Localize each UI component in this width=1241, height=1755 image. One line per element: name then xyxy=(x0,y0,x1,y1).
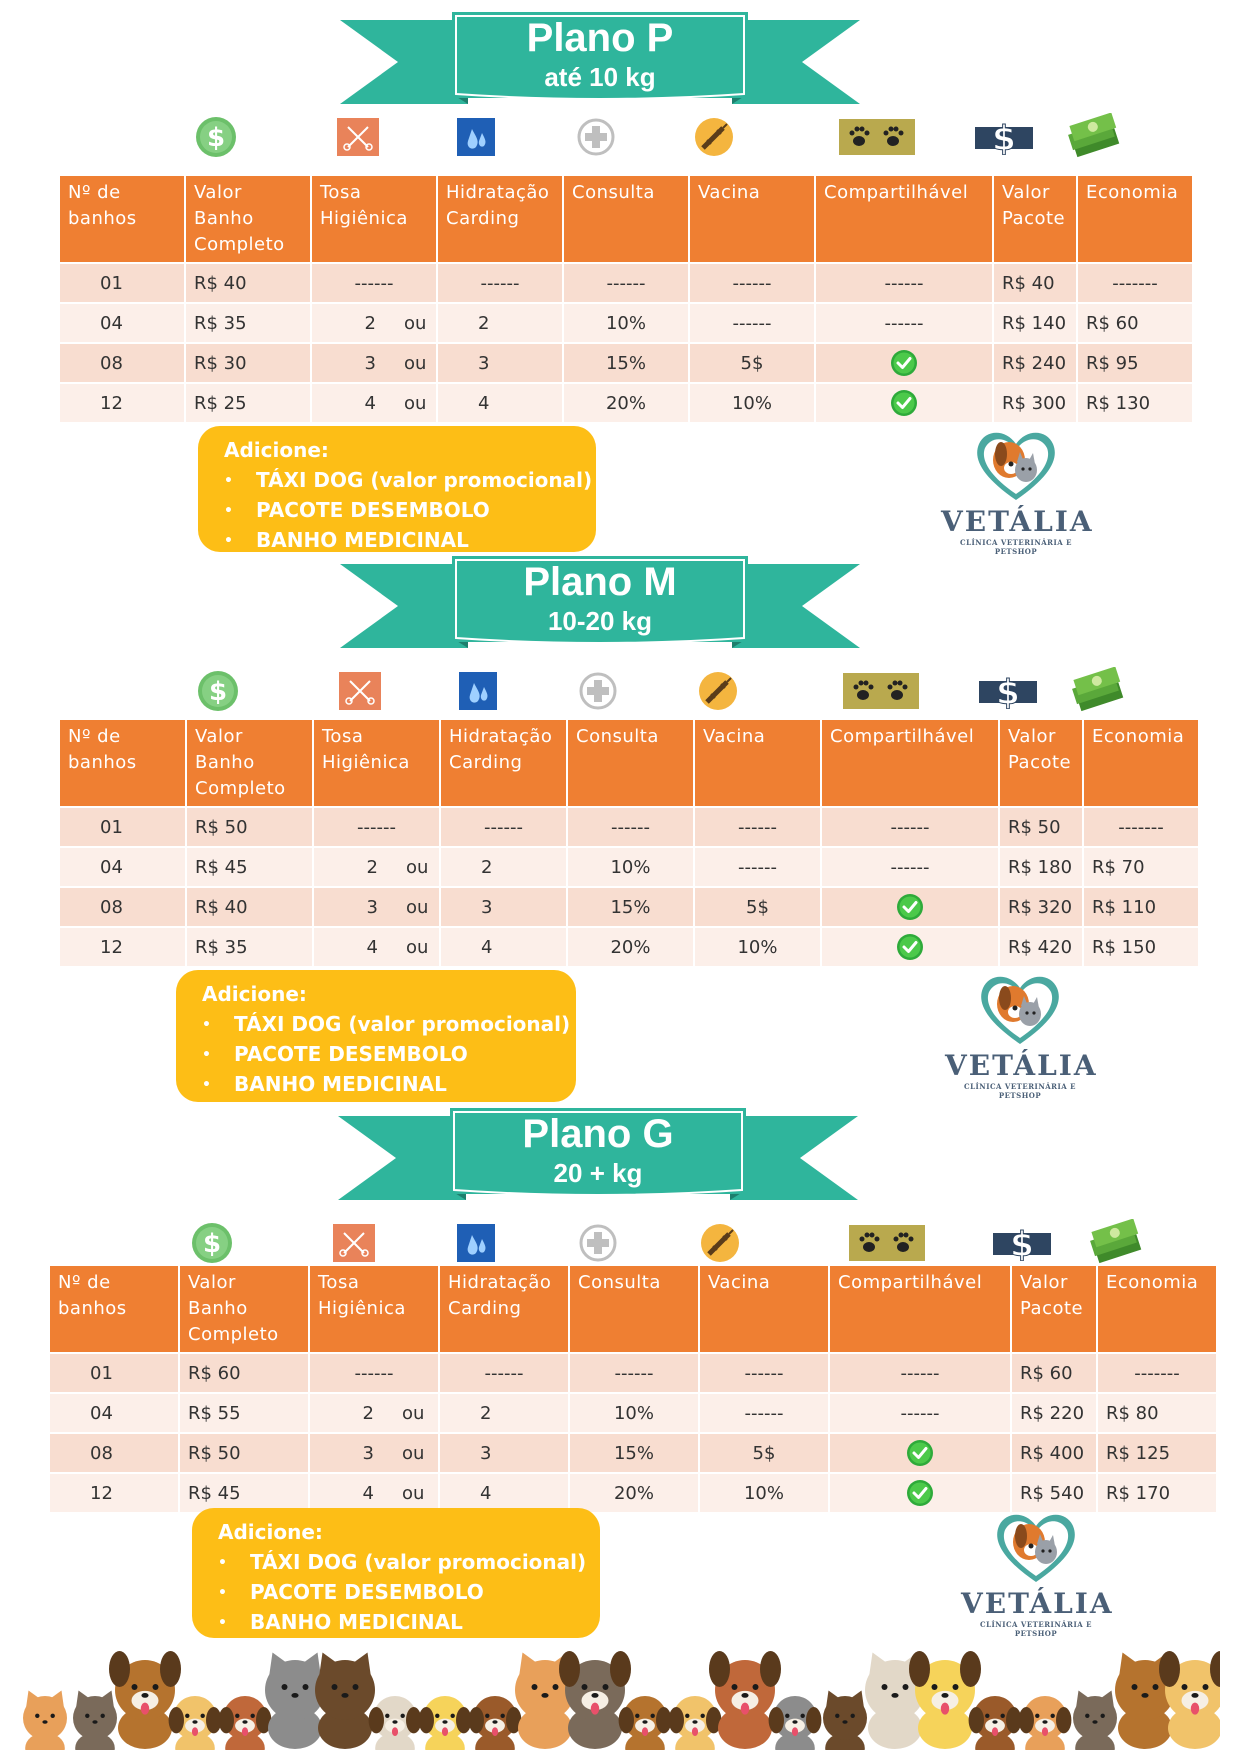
check-icon xyxy=(890,389,918,417)
cell-banhos: 01 xyxy=(60,807,186,847)
scissors-icon xyxy=(329,1218,379,1268)
medical-cross-icon xyxy=(571,112,621,162)
cell-consulta: 15% xyxy=(567,887,694,927)
add-on-item: • TÁXI DOG (valor promocional) xyxy=(202,1010,576,1040)
add-on-box xyxy=(192,1508,600,1638)
tosa-or: ou xyxy=(402,1482,425,1504)
svg-text:$: $ xyxy=(208,677,228,707)
cat-icon xyxy=(823,1691,867,1751)
cell-valor: R$ 45 xyxy=(179,1473,309,1512)
tosa-count: 3 xyxy=(364,352,376,374)
cell-consulta: ------ xyxy=(567,807,694,847)
plan-title: Plano P xyxy=(526,16,674,60)
cell-hidratacao: 3 xyxy=(439,1433,569,1473)
cell-compartilhavel: ------ xyxy=(815,263,993,303)
dog-icon xyxy=(769,1696,822,1750)
tosa-count: 4 xyxy=(364,392,376,414)
tosa-count: 4 xyxy=(362,1482,374,1504)
logo-brand: VETÁLIA xyxy=(945,1049,1098,1082)
money-stack-icon xyxy=(1067,666,1129,716)
cell-pacote: R$ 220 xyxy=(1011,1393,1097,1433)
dog-icon xyxy=(909,1651,981,1749)
cell-banhos: 04 xyxy=(60,847,186,887)
dog-icon xyxy=(419,1696,472,1750)
dog-icon xyxy=(619,1696,672,1750)
cell-hidratacao: ------ xyxy=(439,1353,569,1393)
cell-compartilhavel: ------ xyxy=(829,1393,1011,1433)
header-icons-row xyxy=(0,666,1241,726)
tosa-count: ------ xyxy=(357,816,396,838)
tosa-count: 3 xyxy=(362,1442,374,1464)
cell-compartilhavel xyxy=(821,887,999,927)
cat-icon xyxy=(315,1653,375,1750)
cell-consulta: 20% xyxy=(563,383,689,422)
cat-icon xyxy=(73,1691,117,1751)
cell-compartilhavel: ------ xyxy=(821,807,999,847)
cell-consulta: 20% xyxy=(567,927,694,966)
vetalia-logo xyxy=(941,424,1094,556)
plan-weight: até 10 kg xyxy=(544,62,656,92)
plan-title: Plano G xyxy=(522,1112,674,1156)
column-header: Compartilhável xyxy=(829,1266,1011,1353)
logo-brand: VETÁLIA xyxy=(941,505,1094,538)
cell-tosa xyxy=(311,263,437,303)
cell-compartilhavel xyxy=(829,1433,1011,1473)
water-drop-icon xyxy=(451,1218,501,1268)
cell-consulta: 15% xyxy=(563,343,689,383)
cat-icon xyxy=(1073,1691,1117,1751)
cell-consulta: 10% xyxy=(569,1393,699,1433)
column-header: Consulta xyxy=(563,176,689,263)
cell-compartilhavel: ------ xyxy=(829,1353,1011,1393)
medical-cross-icon xyxy=(573,666,623,716)
tosa-or: ou xyxy=(404,392,427,414)
cell-economia: R$ 125 xyxy=(1097,1433,1216,1473)
column-header: Vacina xyxy=(689,176,815,263)
add-on-heading: Adicione: xyxy=(218,1520,323,1544)
cell-valor: R$ 30 xyxy=(185,343,311,383)
cell-hidratacao: 2 xyxy=(440,847,567,887)
tosa-count: ------ xyxy=(354,1362,394,1384)
dog-icon xyxy=(559,1651,631,1749)
cell-banhos: 01 xyxy=(60,263,185,303)
cell-vacina: 10% xyxy=(699,1473,829,1512)
add-on-box xyxy=(176,970,576,1102)
add-on-list xyxy=(192,1548,600,1638)
cell-vacina: ------ xyxy=(689,263,815,303)
cell-valor: R$ 40 xyxy=(186,887,313,927)
column-header: Valor Banho Completo xyxy=(179,1266,309,1353)
logo-tagline: CLÍNICA VETERINÁRIA E PETSHOP xyxy=(980,1620,1092,1638)
cell-tosa xyxy=(311,303,437,343)
cell-economia: ------- xyxy=(1097,1353,1216,1393)
cell-tosa xyxy=(309,1433,439,1473)
svg-text:$: $ xyxy=(1010,1225,1034,1261)
money-stack-icon xyxy=(1063,112,1125,162)
cell-consulta: 10% xyxy=(563,303,689,343)
cell-valor: R$ 55 xyxy=(179,1393,309,1433)
cell-vacina: 10% xyxy=(689,383,815,422)
check-icon xyxy=(906,1439,934,1467)
cell-tosa xyxy=(311,383,437,422)
dog-icon xyxy=(369,1696,422,1750)
scissors-icon xyxy=(335,666,385,716)
cell-pacote: R$ 60 xyxy=(1011,1353,1097,1393)
table-row xyxy=(60,887,1198,927)
logo-tagline: CLÍNICA VETERINÁRIA E PETSHOP xyxy=(960,538,1072,556)
cell-economia: ------- xyxy=(1083,807,1198,847)
plan-ribbon xyxy=(338,1108,858,1208)
column-header: Hidratação Carding xyxy=(440,720,567,807)
cell-economia: R$ 170 xyxy=(1097,1473,1216,1512)
cell-banhos: 04 xyxy=(50,1393,179,1433)
cell-tosa xyxy=(309,1393,439,1433)
logo-tagline: CLÍNICA VETERINÁRIA E PETSHOP xyxy=(964,1082,1076,1100)
dog-cat-heart-icon xyxy=(971,424,1061,504)
tosa-count: 4 xyxy=(366,936,378,958)
cat-icon xyxy=(265,1653,325,1750)
tosa-count: ------ xyxy=(354,272,394,294)
column-header: Consulta xyxy=(569,1266,699,1353)
dollar-coin-icon xyxy=(187,1218,237,1268)
add-on-list xyxy=(198,466,596,556)
column-header: Tosa Higiênica xyxy=(311,176,437,263)
cell-pacote: R$ 540 xyxy=(1011,1473,1097,1512)
column-header: Valor Pacote xyxy=(993,176,1077,263)
water-drop-icon xyxy=(453,666,503,716)
cell-pacote: R$ 180 xyxy=(999,847,1083,887)
add-on-item: • BANHO MEDICINAL xyxy=(224,526,596,556)
cell-valor: R$ 40 xyxy=(185,263,311,303)
svg-text:$: $ xyxy=(206,123,226,153)
cell-banhos: 12 xyxy=(60,927,186,966)
column-header: Economia xyxy=(1077,176,1192,263)
dog-icon xyxy=(709,1651,781,1749)
cell-tosa xyxy=(313,887,440,927)
paw-prints-icon xyxy=(847,1218,927,1268)
column-header: Nº de banhos xyxy=(60,720,186,807)
medical-cross-icon xyxy=(573,1218,623,1268)
cell-pacote: R$ 140 xyxy=(993,303,1077,343)
cell-banhos: 04 xyxy=(60,303,185,343)
cell-consulta: 20% xyxy=(569,1473,699,1512)
dog-icon xyxy=(219,1696,272,1750)
cell-valor: R$ 35 xyxy=(185,303,311,343)
column-header: Economia xyxy=(1097,1266,1216,1353)
cell-economia: R$ 95 xyxy=(1077,343,1192,383)
table-row xyxy=(60,847,1198,887)
dog-icon xyxy=(969,1696,1022,1750)
price-table xyxy=(50,1266,1216,1512)
header-icons-row xyxy=(0,112,1241,172)
cell-pacote: R$ 40 xyxy=(993,263,1077,303)
column-header: Valor Pacote xyxy=(1011,1266,1097,1353)
add-on-item: • PACOTE DESEMBOLO xyxy=(218,1578,600,1608)
check-icon xyxy=(906,1479,934,1507)
table-row xyxy=(60,263,1192,303)
cell-banhos: 08 xyxy=(50,1433,179,1473)
cell-tosa xyxy=(313,847,440,887)
dog-icon xyxy=(1019,1696,1072,1750)
cell-valor: R$ 60 xyxy=(179,1353,309,1393)
column-header: Vacina xyxy=(694,720,821,807)
add-on-item: • TÁXI DOG (valor promocional) xyxy=(224,466,596,496)
cell-hidratacao: 4 xyxy=(440,927,567,966)
column-header: Hidratação Carding xyxy=(439,1266,569,1353)
cell-tosa xyxy=(313,927,440,966)
add-on-item: • BANHO MEDICINAL xyxy=(202,1070,576,1100)
cell-compartilhavel: ------ xyxy=(821,847,999,887)
cell-tosa xyxy=(311,343,437,383)
svg-text:$: $ xyxy=(996,673,1020,709)
table-row xyxy=(50,1353,1216,1393)
cell-vacina: 5$ xyxy=(699,1433,829,1473)
cell-tosa xyxy=(313,807,440,847)
syringe-icon xyxy=(693,666,743,716)
dollar-sign-icon xyxy=(977,666,1039,716)
cell-compartilhavel: ------ xyxy=(815,303,993,343)
table-row xyxy=(50,1433,1216,1473)
table-row xyxy=(60,383,1192,422)
cell-pacote: R$ 240 xyxy=(993,343,1077,383)
price-table xyxy=(60,176,1192,422)
add-on-list xyxy=(176,1010,576,1100)
cell-economia: R$ 110 xyxy=(1083,887,1198,927)
svg-text:$: $ xyxy=(202,1229,222,1259)
cell-hidratacao: 3 xyxy=(437,343,563,383)
cell-hidratacao: 4 xyxy=(439,1473,569,1512)
cell-hidratacao: 2 xyxy=(439,1393,569,1433)
plan-weight: 20 + kg xyxy=(553,1158,643,1188)
dog-icon xyxy=(169,1696,222,1750)
dollar-coin-icon xyxy=(191,112,241,162)
tosa-or: ou xyxy=(404,312,427,334)
cell-hidratacao: ------ xyxy=(437,263,563,303)
cell-economia: R$ 80 xyxy=(1097,1393,1216,1433)
cell-economia: R$ 150 xyxy=(1083,927,1198,966)
cell-pacote: R$ 50 xyxy=(999,807,1083,847)
add-on-item: • PACOTE DESEMBOLO xyxy=(202,1040,576,1070)
cell-hidratacao: 3 xyxy=(440,887,567,927)
column-header: Tosa Higiênica xyxy=(309,1266,439,1353)
cell-pacote: R$ 300 xyxy=(993,383,1077,422)
tosa-or: ou xyxy=(402,1402,425,1424)
cell-valor: R$ 35 xyxy=(186,927,313,966)
cell-banhos: 01 xyxy=(50,1353,179,1393)
table-row xyxy=(50,1393,1216,1433)
cell-vacina: 5$ xyxy=(694,887,821,927)
column-header: Valor Banho Completo xyxy=(185,176,311,263)
dollar-sign-icon xyxy=(991,1218,1053,1268)
add-on-item: • TÁXI DOG (valor promocional) xyxy=(218,1548,600,1578)
dog-cat-heart-icon xyxy=(991,1506,1081,1586)
check-icon xyxy=(890,349,918,377)
cell-pacote: R$ 320 xyxy=(999,887,1083,927)
cell-economia: R$ 60 xyxy=(1077,303,1192,343)
table-row xyxy=(60,303,1192,343)
vetalia-logo xyxy=(945,968,1098,1100)
cell-vacina: ------ xyxy=(694,847,821,887)
cell-banhos: 12 xyxy=(50,1473,179,1512)
dollar-coin-icon xyxy=(193,666,243,716)
cell-consulta: ------ xyxy=(569,1353,699,1393)
water-drop-icon xyxy=(451,112,501,162)
cell-vacina: ------ xyxy=(694,807,821,847)
cell-compartilhavel xyxy=(815,383,993,422)
money-stack-icon xyxy=(1085,1218,1147,1268)
scissors-icon xyxy=(333,112,383,162)
tosa-count: 2 xyxy=(362,1402,374,1424)
column-header: Valor Banho Completo xyxy=(186,720,313,807)
column-header: Nº de banhos xyxy=(60,176,185,263)
tosa-count: 2 xyxy=(366,856,378,878)
column-header: Valor Pacote xyxy=(999,720,1083,807)
column-header: Compartilhável xyxy=(815,176,993,263)
cell-economia: R$ 130 xyxy=(1077,383,1192,422)
table-row xyxy=(60,343,1192,383)
cat-icon xyxy=(23,1691,67,1751)
pets-banner-icon xyxy=(20,1630,1220,1750)
dog-icon xyxy=(469,1696,522,1750)
logo-brand: VETÁLIA xyxy=(961,1587,1114,1620)
add-on-box xyxy=(198,426,596,552)
tosa-or: ou xyxy=(406,856,429,878)
cell-vacina: 10% xyxy=(694,927,821,966)
paw-prints-icon xyxy=(841,666,921,716)
table-row xyxy=(60,927,1198,966)
column-header: Nº de banhos xyxy=(50,1266,179,1353)
check-icon xyxy=(896,933,924,961)
cell-consulta: ------ xyxy=(563,263,689,303)
column-header: Vacina xyxy=(699,1266,829,1353)
cell-consulta: 10% xyxy=(567,847,694,887)
vetalia-logo xyxy=(961,1506,1114,1638)
plan-title: Plano M xyxy=(523,560,677,604)
dollar-sign-icon xyxy=(973,112,1035,162)
tosa-or: ou xyxy=(404,352,427,374)
cell-economia: ------- xyxy=(1077,263,1192,303)
add-on-heading: Adicione: xyxy=(224,438,329,462)
syringe-icon xyxy=(689,112,739,162)
dog-icon xyxy=(109,1651,181,1749)
column-header: Tosa Higiênica xyxy=(313,720,440,807)
dog-icon xyxy=(669,1696,722,1750)
column-header: Consulta xyxy=(567,720,694,807)
cell-vacina: 5$ xyxy=(689,343,815,383)
cell-pacote: R$ 420 xyxy=(999,927,1083,966)
cell-hidratacao: 4 xyxy=(437,383,563,422)
cell-compartilhavel xyxy=(821,927,999,966)
plan-ribbon xyxy=(340,556,860,656)
paw-prints-icon xyxy=(837,112,917,162)
cell-vacina: ------ xyxy=(689,303,815,343)
table-row xyxy=(60,807,1198,847)
price-table xyxy=(60,720,1198,966)
cell-valor: R$ 25 xyxy=(185,383,311,422)
cell-tosa xyxy=(309,1353,439,1393)
cell-banhos: 12 xyxy=(60,383,185,422)
add-on-item: • BANHO MEDICINAL xyxy=(218,1608,600,1638)
check-icon xyxy=(896,893,924,921)
add-on-heading: Adicione: xyxy=(202,982,307,1006)
tosa-or: ou xyxy=(406,936,429,958)
column-header: Compartilhável xyxy=(821,720,999,807)
cell-banhos: 08 xyxy=(60,343,185,383)
tosa-count: 3 xyxy=(366,896,378,918)
plan-ribbon xyxy=(340,12,860,112)
cell-vacina: ------ xyxy=(699,1353,829,1393)
cell-vacina: ------ xyxy=(699,1393,829,1433)
cell-compartilhavel xyxy=(815,343,993,383)
tosa-count: 2 xyxy=(364,312,376,334)
syringe-icon xyxy=(695,1218,745,1268)
cell-pacote: R$ 400 xyxy=(1011,1433,1097,1473)
plan-weight: 10-20 kg xyxy=(547,606,653,636)
cell-valor: R$ 50 xyxy=(186,807,313,847)
cell-banhos: 08 xyxy=(60,887,186,927)
dog-cat-heart-icon xyxy=(975,968,1065,1048)
cell-tosa xyxy=(309,1473,439,1512)
svg-text:$: $ xyxy=(992,119,1016,155)
cell-valor: R$ 45 xyxy=(186,847,313,887)
cell-economia: R$ 70 xyxy=(1083,847,1198,887)
tosa-or: ou xyxy=(402,1442,425,1464)
add-on-item: • PACOTE DESEMBOLO xyxy=(224,496,596,526)
cell-hidratacao: 2 xyxy=(437,303,563,343)
cell-consulta: 15% xyxy=(569,1433,699,1473)
tosa-or: ou xyxy=(406,896,429,918)
column-header: Hidratação Carding xyxy=(437,176,563,263)
cell-valor: R$ 50 xyxy=(179,1433,309,1473)
cell-hidratacao: ------ xyxy=(440,807,567,847)
column-header: Economia xyxy=(1083,720,1198,807)
